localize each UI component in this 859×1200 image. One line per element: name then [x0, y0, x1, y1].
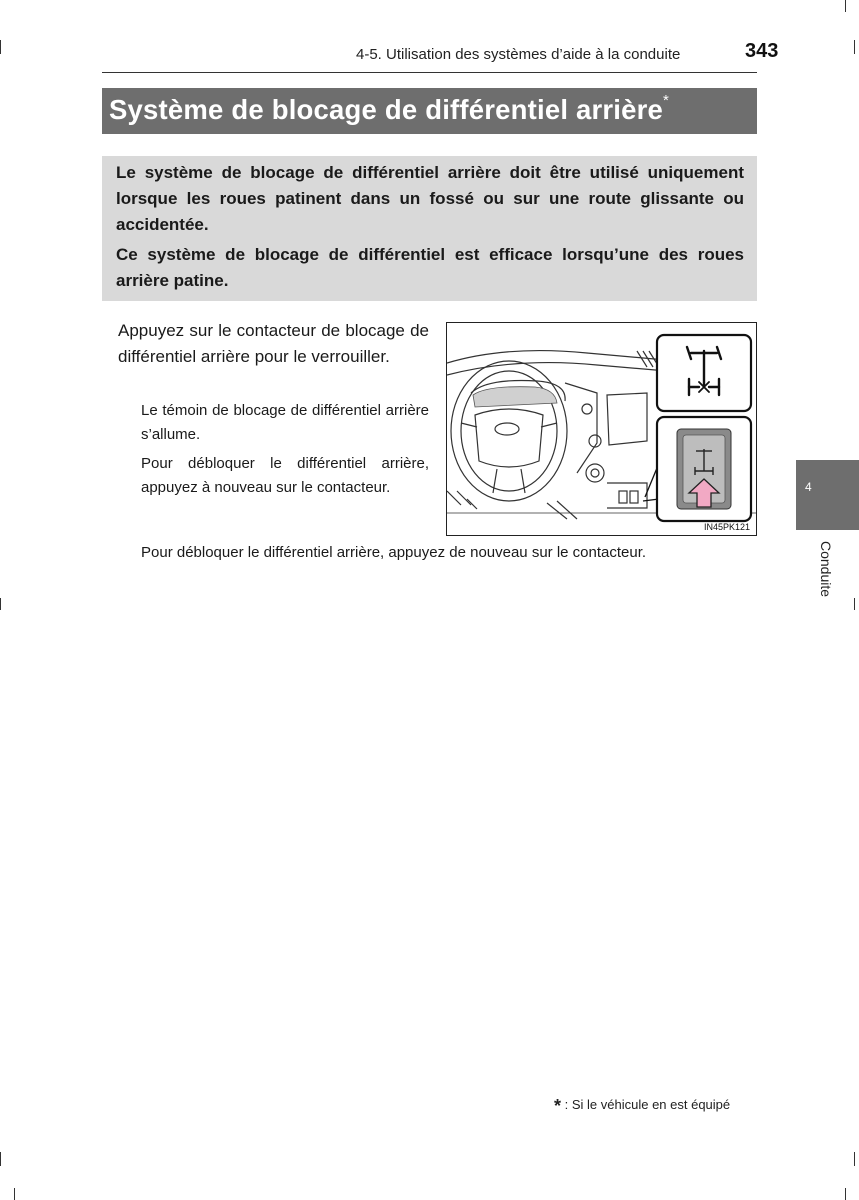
crop-mark: [14, 1188, 15, 1200]
unlock-note-full: Pour débloquer le différentiel arrière, appuyez de nouveau sur le contacteur.: [141, 544, 647, 561]
crop-mark: [854, 598, 855, 610]
crop-mark: [854, 1152, 855, 1166]
unlock-note: Pour débloquer le différentiel arrière, appuyez à nouveau sur le contacteur.: [141, 455, 429, 496]
chapter-label-text: Conduite: [818, 541, 834, 598]
figure-id: IN45PK121: [703, 522, 750, 532]
crop-mark: [0, 598, 1, 610]
crop-mark: [845, 1188, 846, 1200]
footnote-asterisk: *: [554, 1096, 562, 1116]
crop-mark: [854, 40, 855, 54]
indicator-note: Le témoin de blocage de différentiel arrière s’allume.: [141, 402, 429, 443]
title-bar: [102, 88, 757, 134]
intro-paragraph-2: Ce système de blocage de différentiel est efficace lorsqu’une des roues arrière patine.: [116, 245, 744, 290]
intro-box: [102, 156, 757, 301]
footnote-text: : Si le véhicule en est équipé: [564, 1097, 731, 1112]
chapter-label: [818, 541, 836, 607]
page-title: [109, 94, 669, 126]
section-header: 4-5. Utilisation des systèmes d’aide à la conduite: [356, 46, 681, 63]
footnote: [554, 1096, 730, 1117]
header-divider: [102, 72, 757, 73]
crop-mark: [0, 40, 1, 54]
crop-mark: [0, 1152, 1, 1166]
intro-paragraph-1: Le système de blocage de différentiel arrière doit être utilisé uniquement lorsque les roues patinent dans un fossé ou sur une route glissante ou accidentée.: [116, 163, 744, 234]
dashboard-drawing: [447, 323, 757, 536]
title-asterisk: *: [663, 92, 670, 109]
chapter-tab: [796, 460, 859, 530]
page-number: 343: [745, 40, 779, 62]
page-title-text: Système de blocage de différentiel arrière: [109, 94, 664, 125]
crop-mark: [845, 0, 846, 12]
chapter-number: 4: [805, 480, 812, 494]
dashboard-illustration: [446, 322, 757, 536]
instruction-text: Appuyez sur le contacteur de blocage de différentiel arrière pour le verrouiller.: [118, 321, 429, 366]
